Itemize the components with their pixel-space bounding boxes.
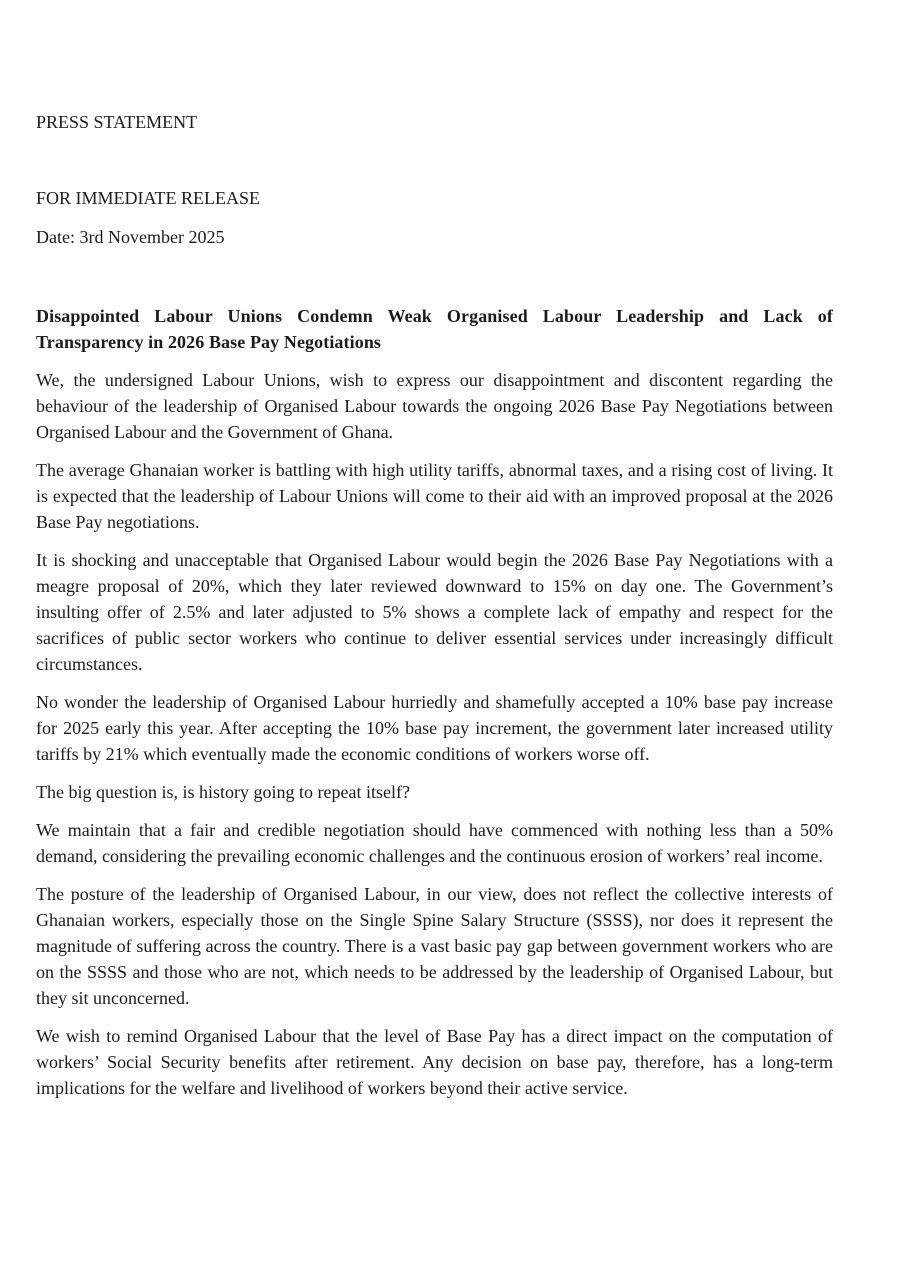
press-statement-kicker: PRESS STATEMENT: [36, 112, 198, 132]
paragraph-reminder: We wish to remind Organised Labour that the level of Base Pay has a direct impact on the computation of workers’ Social Security benefits after retirement. Any decision on base pay, therefore, has a long-term implications for the welfare and livelihood of workers beyond their active service.: [36, 1026, 833, 1098]
release-line: FOR IMMEDIATE RELEASE: [36, 188, 260, 208]
paragraph-we-maintain: We maintain that a fair and credible negotiation should have commenced with nothing less than a 50% demand, considering the prevailing economic challenges and the continuous erosion of workers’ real income.: [36, 820, 833, 866]
paragraph-posture: The posture of the leadership of Organised Labour, in our view, does not reflect the collective interests of Ghanaian workers, especially those on the Single Spine Salary Structure (SSSS), nor does it represent the magnitude of suffering across the country. There is a vast basic pay gap between government workers who are on the SSSS and those who are not, which needs to be addressed by the leadership of Organised Labour, but they sit unconcerned.: [36, 884, 833, 1008]
statement-headline: Disappointed Labour Unions Condemn Weak Organised Labour Leadership and Lack of Transparency in 2026 Base Pay Negotiations: [36, 306, 833, 352]
paragraph-big-question: The big question is, is history going to repeat itself?: [36, 782, 410, 802]
date-line: Date: 3rd November 2025: [36, 227, 225, 247]
document-content: [36, 109, 833, 1113]
paragraph-shocking-proposal: It is shocking and unacceptable that Organised Labour would begin the 2026 Base Pay Negotiations with a meagre proposal of 20%, which they later reviewed downward to 15% on day one. The Government’s insulting offer of 2.5% and later adjusted to 5% shows a complete lack of empathy and respect for the sacrifices of public sector workers who continue to deliver essential services under increasingly difficult circumstances.: [36, 550, 833, 674]
paragraph-average-worker: The average Ghanaian worker is battling with high utility tariffs, abnormal taxes, and a rising cost of living. It is expected that the leadership of Labour Unions will come to their aid with an improved proposal at the 2026 Base Pay negotiations.: [36, 460, 833, 532]
paragraph-introduction: We, the undersigned Labour Unions, wish to express our disappointment and discontent regarding the behaviour of the leadership of Organised Labour towards the ongoing 2026 Base Pay Negotiations between Organised Labour and the Government of Ghana.: [36, 370, 833, 442]
paragraph-no-wonder: No wonder the leadership of Organised Labour hurriedly and shamefully accepted a 10% base pay increase for 2025 early this year. After accepting the 10% base pay increment, the government later increased utility tariffs by 21% which eventually made the economic conditions of workers worse off.: [36, 692, 833, 764]
